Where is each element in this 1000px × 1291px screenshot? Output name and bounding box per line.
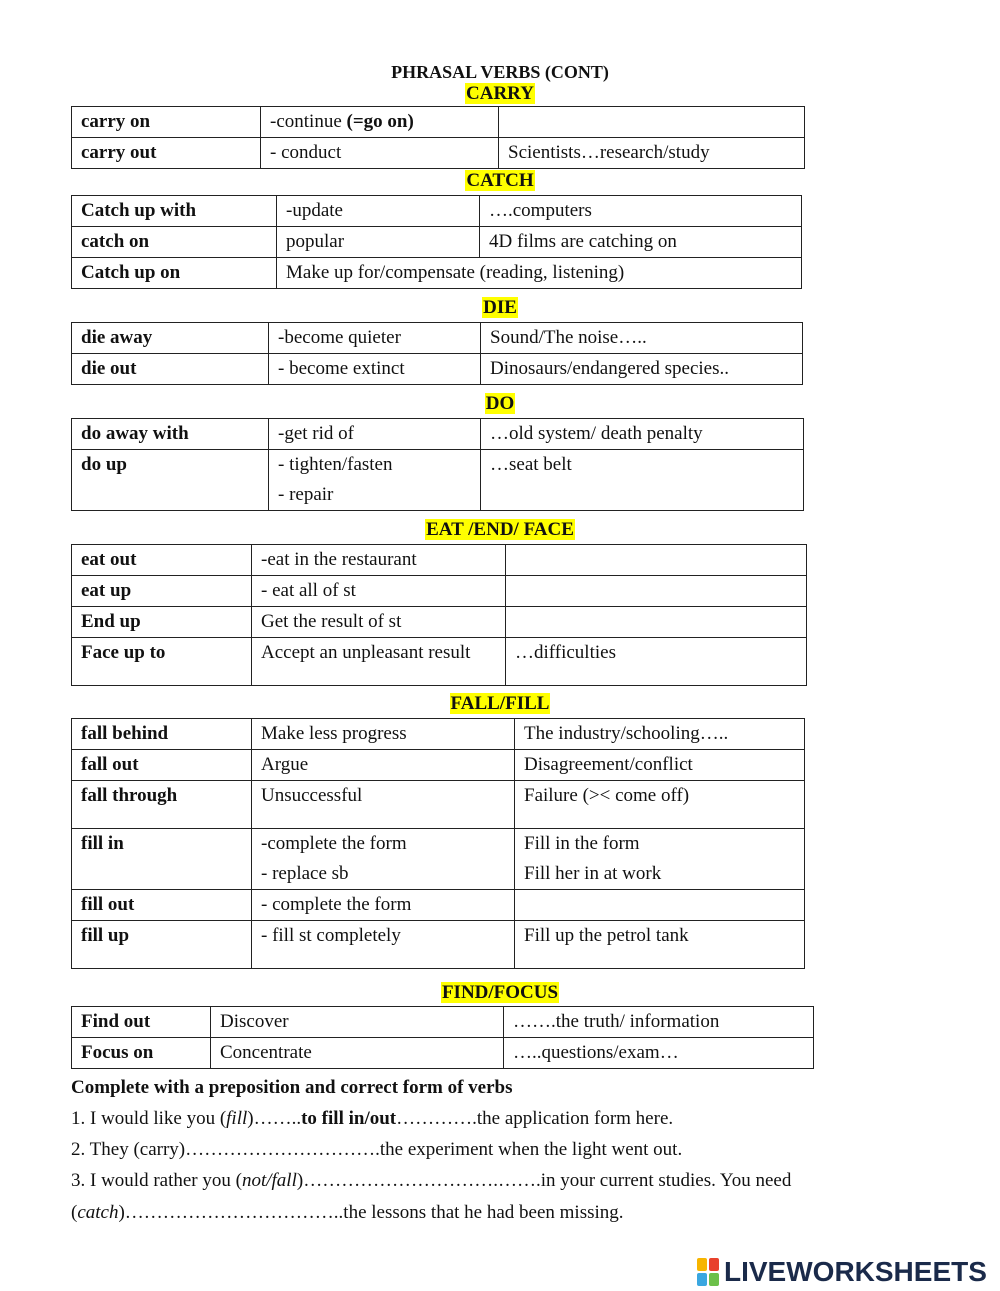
table-row: fall behind Make less progress The industry/schooling….. (72, 719, 805, 750)
table-row: die away -become quieter Sound/The noise….. (72, 323, 803, 354)
heading-catch: CATCH (466, 170, 534, 191)
table-row: Find out Discover …….the truth/ information (72, 1007, 814, 1038)
exercise-question-2: 2. They (carry)………………………….the experiment when the light went out. (71, 1139, 683, 1160)
table-die (71, 322, 803, 385)
table-carry (71, 106, 805, 169)
table-catch (71, 195, 802, 289)
heading-eat-end-face: EAT /END/ FACE (426, 519, 574, 540)
answer-text: to fill in/out (301, 1108, 397, 1129)
table-row: fill in -complete the form - replace sb Fill in the form Fill her in at work (72, 829, 805, 890)
table-row: do up - tighten/fasten - repair …seat belt (72, 450, 804, 511)
table-row: Face up to Accept an unpleasant result …difficulties (72, 638, 807, 686)
logo-mark-icon (697, 1258, 719, 1286)
table-row: Catch up with -update ….computers (72, 196, 802, 227)
page-title: PHRASAL VERBS (CONT) (391, 62, 609, 82)
heading-fall-fill: FALL/FILL (450, 693, 550, 714)
exercise-title: Complete with a preposition and correct form of verbs (71, 1077, 513, 1098)
liveworksheets-logo (697, 1256, 987, 1288)
heading-find-focus: FIND/FOCUS (441, 982, 559, 1003)
exercise-question-1: 1. I would like you (fill)……..to fill in/out………….the application form here. (71, 1108, 674, 1129)
logo-text: LIVEWORKSHEETS (724, 1256, 987, 1287)
table-row: carry out - conduct Scientists…research/study (72, 138, 805, 169)
table-row: carry on -continue (=go on) (72, 107, 805, 138)
exercise-question-3: 3. I would rather you (not/fall)………………………….…….in your current studies. You need (71, 1170, 792, 1191)
table-row: fill out - complete the form (72, 890, 805, 921)
table-row: End up Get the result of st (72, 607, 807, 638)
table-row: fall out Argue Disagreement/conflict (72, 750, 805, 781)
table-row: die out - become extinct Dinosaurs/endangered species.. (72, 354, 803, 385)
table-row: catch on popular 4D films are catching on (72, 227, 802, 258)
table-row: eat up - eat all of st (72, 576, 807, 607)
table-row: Catch up on Make up for/compensate (reading, listening) (72, 258, 802, 289)
heading-do: DO (485, 393, 515, 414)
heading-die: DIE (483, 297, 517, 318)
table-row: eat out -eat in the restaurant (72, 545, 807, 576)
table-row: fall through Unsuccessful Failure (>< come off) (72, 781, 805, 829)
heading-carry: CARRY (466, 83, 534, 104)
table-row: Focus on Concentrate …..questions/exam… (72, 1038, 814, 1069)
table-row: fill up - fill st completely Fill up the petrol tank (72, 921, 805, 969)
table-row: do away with -get rid of …old system/ death penalty (72, 419, 804, 450)
table-eat (71, 544, 807, 686)
table-fall (71, 718, 805, 969)
table-find (71, 1006, 814, 1069)
table-do (71, 418, 804, 511)
exercise-question-3-continued: (catch)……………………………..the lessons that he had been missing. (71, 1202, 624, 1223)
